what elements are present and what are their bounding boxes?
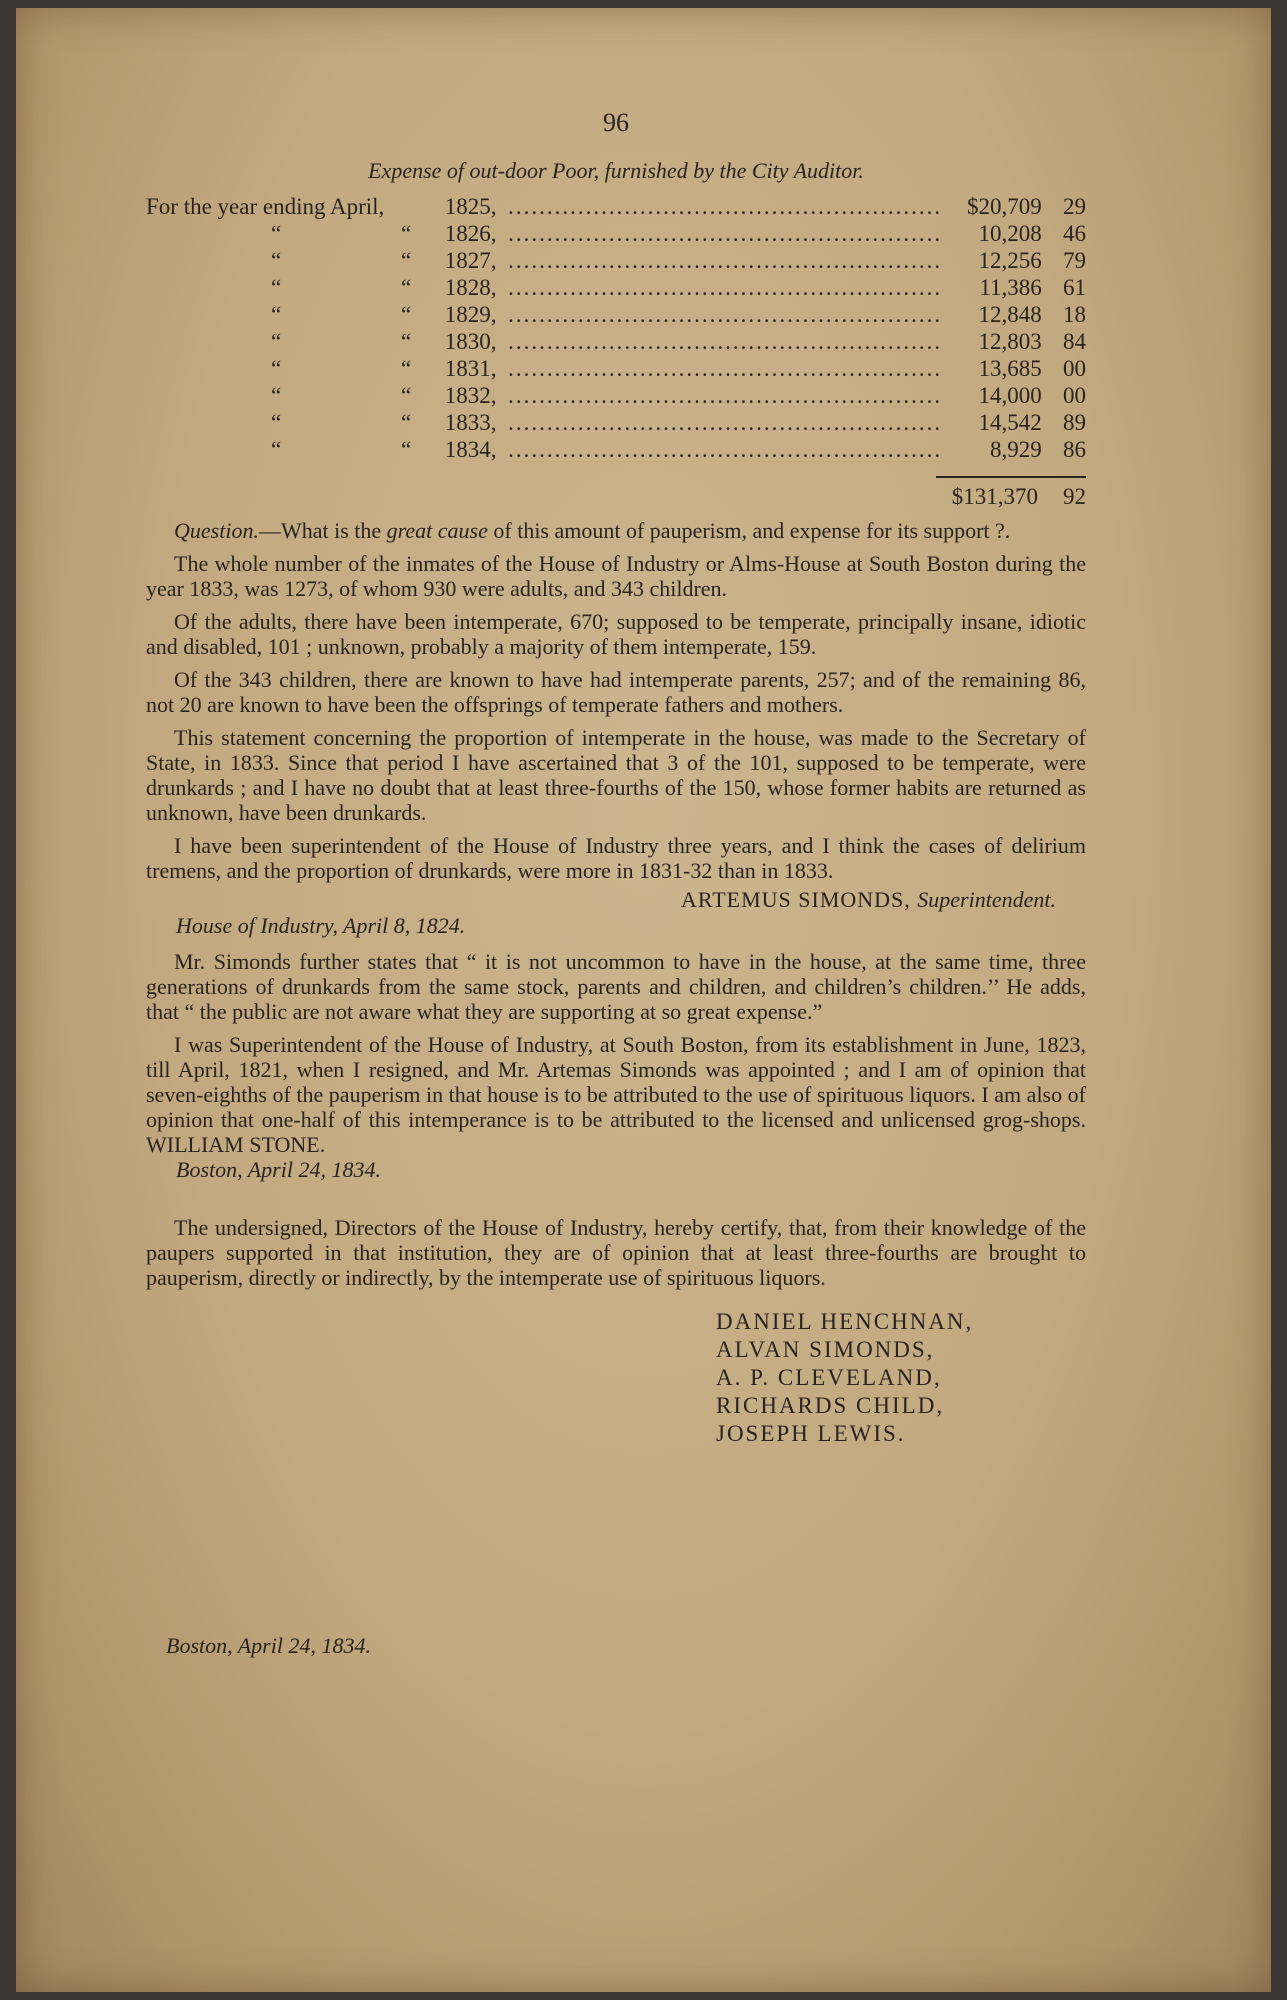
total-rule — [936, 476, 1086, 478]
row-cents: 29 — [1062, 194, 1086, 219]
expense-table — [146, 194, 1086, 464]
ditto-mark: “ — [401, 437, 412, 462]
row-cents: 89 — [1062, 410, 1086, 435]
paragraph: Of the 343 children, there are known to have had intemperate parents, 257; and of the remaining 86, not 20 are known to have been the offsprings of temperate fathers and mothers. — [146, 667, 1086, 717]
ditto-mark: “ — [271, 248, 282, 273]
paragraph: I have been superintendent of the House of Industry three years, and I think the cases of delirium tremens, and the proportion of drunkards, were more in 1831-32 than in 1833. — [146, 833, 1086, 883]
dot-leader: ........................................................ — [508, 356, 943, 381]
ditto-mark: “ — [271, 410, 282, 435]
table-row — [146, 302, 1086, 329]
ditto-mark: “ — [401, 329, 412, 354]
dot-leader: ........................................................ — [508, 221, 943, 246]
row-year: 1828, — [444, 275, 497, 300]
table-row — [146, 221, 1086, 248]
signature-simonds: ARTEMUS SIMONDS, Superintendent. — [680, 887, 1056, 912]
table-row — [146, 248, 1086, 275]
question-paragraph: Question.—What is the great cause of this amount of pauperism, and expense for its support ?. — [174, 518, 1011, 543]
ditto-mark: “ — [401, 248, 412, 273]
ditto-mark: “ — [401, 383, 412, 408]
total-cents: 92 — [1063, 484, 1086, 509]
row-dollars: 14,000 — [978, 383, 1042, 408]
ditto-mark: “ — [401, 302, 412, 327]
dot-leader: ........................................................ — [508, 437, 943, 462]
row-year: 1827, — [444, 248, 497, 273]
signer-name: A. P. CLEVELAND, — [716, 1365, 942, 1390]
paragraph: The whole number of the inmates of the House of Industry or Alms-House at South Boston during the year 1833, was 1273, of whom 930 were adults, and 343 children. — [146, 551, 1086, 601]
row-dollars: 12,803 — [978, 329, 1042, 354]
total-row — [146, 484, 1086, 510]
signer-name: JOSEPH LEWIS. — [716, 1421, 906, 1446]
row-dollars: 14,542 — [978, 410, 1042, 435]
row-dollars: $20,709 — [967, 194, 1042, 219]
place-date: House of Industry, April 8, 1824. — [176, 913, 466, 938]
row-year: 1833, — [444, 410, 497, 435]
paragraph: The undersigned, Directors of the House of Industry, hereby certify, that, from their knowledge of the paupers supported in that institution, they are of opinion that at least three-fourths are brought to pauperism, directly or indirectly, by the intemperate use of spirituous liquors. — [146, 1215, 1086, 1290]
row-year: 1826, — [444, 221, 497, 246]
row-cents: 86 — [1062, 437, 1086, 462]
signer-name: DANIEL HENCHNAN, — [716, 1309, 974, 1334]
ditto-mark: “ — [401, 221, 412, 246]
row-cents: 00 — [1062, 383, 1086, 408]
row-cents: 18 — [1062, 302, 1086, 327]
row-year: 1830, — [444, 329, 497, 354]
row-cents: 46 — [1062, 221, 1086, 246]
dot-leader: ........................................................ — [508, 329, 943, 354]
row-dollars: 11,386 — [979, 275, 1042, 300]
row-cents: 61 — [1062, 275, 1086, 300]
table-row — [146, 356, 1086, 383]
paragraph: I was Superintendent of the House of Industry, at South Boston, from its establishment in June, 1823, till April, 1821, when I resigned, and Mr. Artemas Simonds was appointed ; and I am of opinion that seven-eighths of the pauperism in that house is to be attributed to the use of spirituous liquors. I am also of opinion that one-half of this intemperance is to be attributed to the licensed and unlicensed grog-shops. WILLIAM STONE. — [146, 1032, 1086, 1157]
signers-list — [716, 1308, 1086, 1448]
row-cents: 00 — [1062, 356, 1086, 381]
row-cents: 84 — [1062, 329, 1086, 354]
row-cents: 79 — [1062, 248, 1086, 273]
row-dollars: 10,208 — [978, 221, 1042, 246]
row-dollars: 8,929 — [990, 437, 1042, 462]
table-heading: Expense of out-door Poor, furnished by the City Auditor. — [368, 158, 864, 183]
paragraph: Of the adults, there have been intemperate, 670; supposed to be temperate, principally insane, idiotic and disabled, 101 ; unknown, probably a majority of them intemperate, 159. — [146, 609, 1086, 659]
page-content — [146, 108, 1086, 1448]
table-row — [146, 329, 1086, 356]
ditto-mark: “ — [271, 437, 282, 462]
ditto-mark: “ — [271, 383, 282, 408]
signer-name: RICHARDS CHILD, — [716, 1393, 945, 1418]
ditto-mark: “ — [401, 356, 412, 381]
table-row — [146, 194, 1086, 221]
row-dollars: 12,848 — [978, 302, 1042, 327]
ditto-mark: “ — [271, 302, 282, 327]
dot-leader: ........................................................ — [508, 410, 943, 435]
dot-leader: ........................................................ — [508, 302, 943, 327]
dot-leader: ........................................................ — [508, 275, 943, 300]
row-year: 1829, — [444, 302, 497, 327]
total-dollars: $131,370 — [951, 484, 1038, 509]
row-year: 1831, — [444, 356, 497, 381]
paragraph: This statement concerning the proportion of intemperate in the house, was made to the Secretary of State, in 1833. Since that period I have ascertained that 3 of the 101, supposed to be temperate, were drunkards ; and I have no doubt that at least three-fourths of the 150, whose former habits are returned as unknown, have been drunkards. — [146, 725, 1086, 825]
dot-leader: ........................................................ — [508, 248, 943, 273]
row-dollars: 12,256 — [978, 248, 1042, 273]
table-row — [146, 410, 1086, 437]
document-page — [16, 8, 1271, 1992]
place-date: Boston, April 24, 1834. — [176, 1157, 381, 1182]
row-dollars: 13,685 — [978, 356, 1042, 381]
table-row — [146, 437, 1086, 464]
ditto-mark: “ — [271, 275, 282, 300]
ditto-mark: “ — [271, 356, 282, 381]
page-number: 96 — [603, 108, 629, 137]
row-year: 1832, — [444, 383, 497, 408]
row-year: 1834, — [444, 437, 497, 462]
table-row — [146, 275, 1086, 302]
ditto-mark: “ — [271, 329, 282, 354]
dot-leader: ........................................................ — [508, 194, 943, 219]
signer-name: ALVAN SIMONDS, — [716, 1337, 935, 1362]
ditto-mark: “ — [401, 410, 412, 435]
table-row — [146, 383, 1086, 410]
ditto-mark: “ — [271, 221, 282, 246]
row-year: 1825, — [444, 194, 497, 219]
ditto-mark: “ — [401, 275, 412, 300]
paragraph: Mr. Simonds further states that “ it is not uncommon to have in the house, at the same time, three generations of drunkards from the same stock, parents and children, and children’s children.’’ He adds, that “ the public are not aware what they are supporting at so great expense.” — [146, 949, 1086, 1024]
row-label: For the year ending April, — [146, 194, 385, 219]
final-place-date: Boston, April 24, 1834. — [166, 1633, 371, 1658]
dot-leader: ........................................................ — [508, 383, 943, 408]
